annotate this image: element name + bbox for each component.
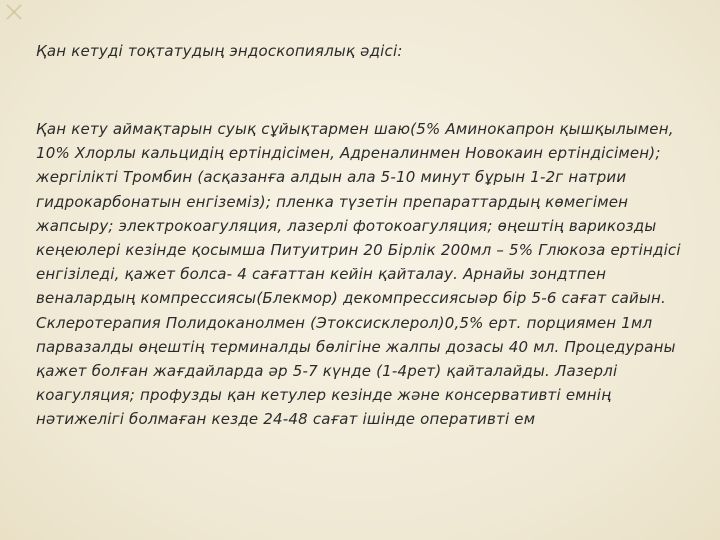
slide-title: Қан кетуді тоқтатудың эндоскопиялық әдісі:	[36, 42, 403, 60]
slide-body-text: Қан кету аймақтарын суық сұйықтармен шаю(5% Аминокапрон қышқылымен, 10% Хлорлы кальцидің ертіндісімен, Адреналинмен Новокаин ертіндісімен); жергілікті Тромбин (асқазанға алдын ала 5-10 минут бұрын 1-2г натрии гидрокарбонатын енгіземіз); пленка түзетін препараттардың көмегімен жапсыру; электрокоагуляция, лазерлі фотокоагуляция; өңештің варикозды кеңеюлері кезінде қосымша Питуитрин 20 Бірлік 200мл – 5% Глюкоза ертіндісі енгізіледі, қажет болса- 4 сағаттан кейін қайталау. Арнайы зондтпен веналардың компрессиясы(Блекмор) декомпрессиясыәр бір 5-6 сағат сайын. Склеротерапия Полидоканолмен (Этоксисклерол)0,5% ерт. порциямен 1мл парвазалды өңештің терминалды бөлігіне жалпы дозасы 40 мл. Процедураны қажет болған жағдайларда әр 5-7 күнде (1-4рет) қайталайды. Лазерлі коагуляция; профузды қан кетулер кезінде және консервативті емнің нәтижелігі болмаған кезде 24-48 сағат ішінде оперативті ем	[36, 120, 681, 429]
corner-cross-icon	[6, 4, 22, 20]
